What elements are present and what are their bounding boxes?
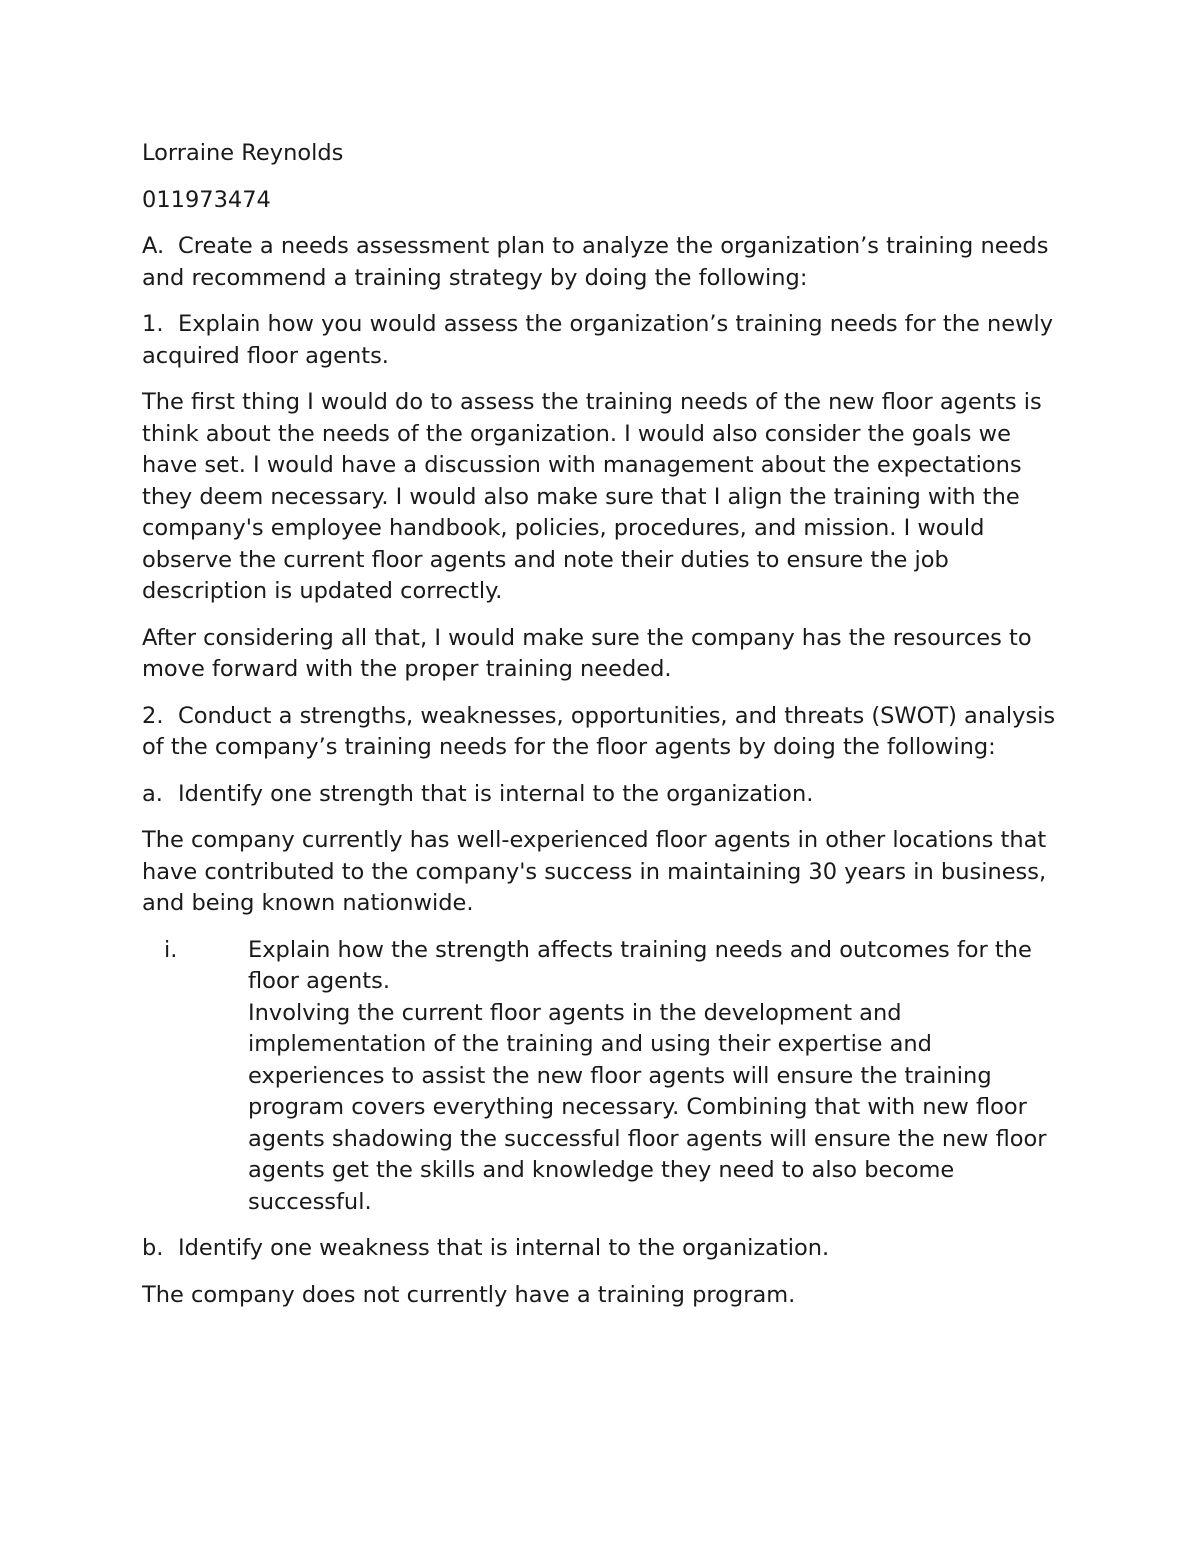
item-2a-i-answer: Involving the current floor agents in the development and implementation of the training and using their expertise and experiences to assist the new floor agents will ensure the training program covers everything necessary. Combining that with new floor agents shadowing the successful floor agents will ensure the new floor agents get the skills and knowledge they need to also become successful. — [248, 999, 1047, 1215]
answer-2a: The company currently has well-experienced floor agents in other locations that have contributed to the company's success in maintaining 30 years in business, and being known nationwide. — [142, 827, 1047, 916]
section-a-text: Create a needs assessment plan to analyze the organization’s training needs and recommend a training strategy by doing the following: — [142, 233, 1049, 291]
roman-list-body — [248, 935, 1058, 1219]
document-body — [142, 138, 1072, 1326]
author-name: Lorraine Reynolds — [142, 140, 344, 166]
roman-list-item-i — [142, 935, 1072, 1219]
item-2a-prefix: a. — [142, 780, 163, 807]
item-2b-prefix: b. — [142, 1235, 164, 1261]
item-2a-question — [142, 779, 1072, 811]
answer-1-paragraph-2: After considering all that, I would make sure the company has the resources to move forward with the proper training needed. — [142, 624, 1032, 682]
roman-numeral-i: i. — [164, 936, 178, 963]
student-id: 011973474 — [142, 186, 271, 213]
item-1-question — [142, 309, 1072, 372]
item-1-text: Explain how you would assess the organization’s training needs for the newly acquired floor agents. — [142, 311, 1054, 369]
item-2-prefix: 2. — [142, 702, 164, 729]
item-1-prefix: 1. — [142, 311, 164, 337]
answer-1-paragraph-1: The first thing I would do to assess the training needs of the new floor agents is think about the needs of the organization. I would also consider the goals we have set. I would have a discussion with management about the expectations they deem necessary. I would also make sure that I align the training with the company's employee handbook, policies, procedures, and mission. I would observe the current floor agents and note their duties to ensure the job description is updated correctly. — [142, 389, 1042, 604]
section-a-prefix: A. — [142, 233, 165, 259]
item-2a-i-question: Explain how the strength affects training needs and outcomes for the floor agents. — [248, 936, 1032, 994]
item-2b-question — [142, 1233, 1072, 1265]
item-2a-text: Identify one strength that is internal to the organization. — [178, 780, 814, 807]
roman-list-marker — [142, 935, 248, 1219]
section-a-heading — [142, 231, 1072, 294]
item-2b-text: Identify one weakness that is internal to the organization. — [178, 1235, 830, 1261]
answer-2b: The company does not currently have a training program. — [142, 1281, 796, 1308]
item-2-question — [142, 701, 1072, 764]
item-2-text: Conduct a strengths, weaknesses, opportunities, and threats (SWOT) analysis of the company’s training needs for the floor agents by doing the following: — [142, 702, 1056, 760]
